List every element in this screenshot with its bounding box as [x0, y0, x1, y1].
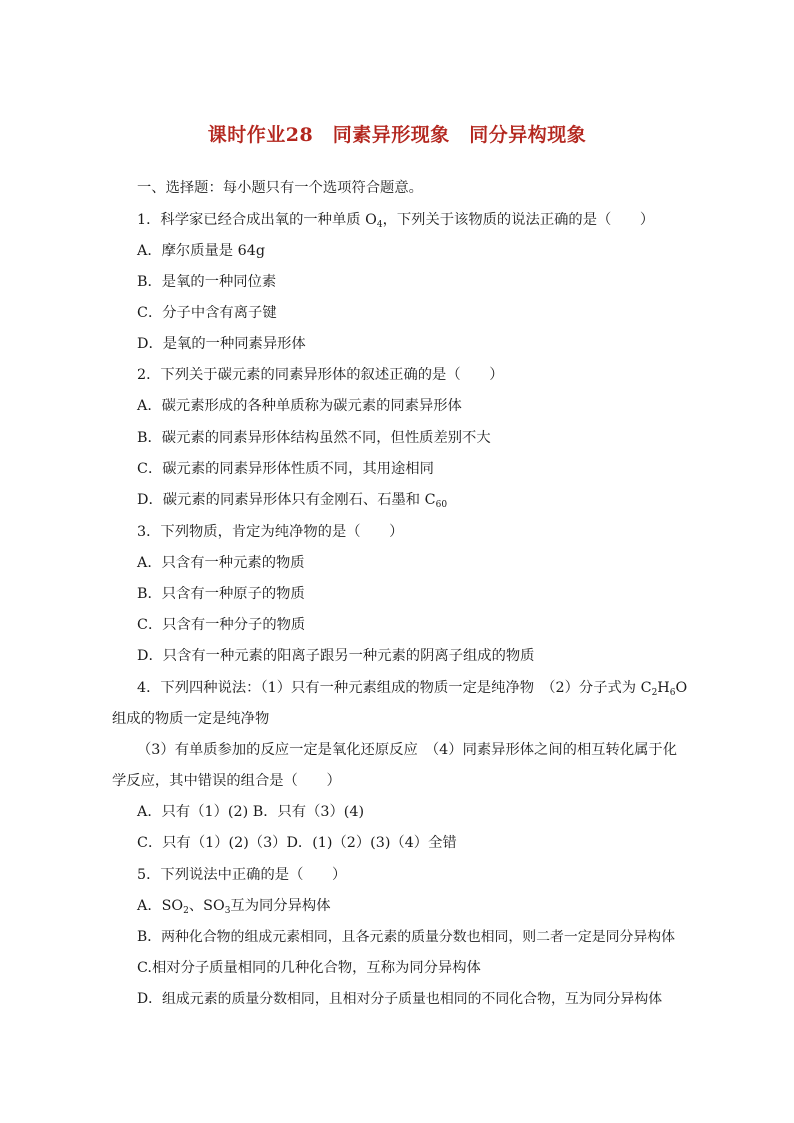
- question-4-stem-line-4: 学反应，其中错误的组合是（ ）: [112, 773, 341, 789]
- question-3-option-b: B．只含有一种原子的物质: [137, 586, 305, 602]
- question-3-stem: 3．下列物质，肯定为纯净物的是（ ）: [137, 524, 404, 540]
- question-4-stem-line-2: 组成的物质一定是纯净物: [112, 711, 270, 727]
- subscript: 4: [376, 220, 383, 230]
- question-4-options-ab: A．只有（1）(2) B．只有（3）(4): [137, 804, 365, 820]
- subscript: 2: [651, 688, 658, 698]
- question-1-stem-text: 1．科学家已经合成出氧的一种单质 O: [137, 212, 377, 228]
- question-4-stem-line-1: [137, 678, 687, 698]
- question-4-stem-line-3: （3）有单质参加的反应一定是氧化还原反应 （4）同素异形体之间的相互转化属于化: [137, 742, 678, 758]
- question-5-stem: 5．下列说法中正确的是（ ）: [137, 867, 347, 883]
- question-3-option-d: D．只含有一种元素的阳离子跟另一种元素的阴离子组成的物质: [137, 648, 535, 664]
- question-5-option-a-text: 、SO: [188, 898, 225, 914]
- question-1-option-c: C．分子中含有离子键: [137, 305, 277, 321]
- question-5-option-c: C.相对分子质量相同的几种化合物，互称为同分异构体: [137, 960, 481, 976]
- question-5-option-a: [137, 896, 331, 916]
- page-title: 课时作业28 同素异形现象 同分异构现象: [207, 124, 587, 146]
- question-1-stem: [137, 210, 654, 230]
- question-1-option-a: A．摩尔质量是 64g: [137, 243, 265, 259]
- question-4-options-cd: C．只有（1）(2)（3）D．(1)（2）(3)（4）全错: [137, 835, 457, 851]
- question-4-text: H: [657, 680, 670, 696]
- question-2-option-a: A．碳元素形成的各种单质称为碳元素的同素异形体: [137, 398, 462, 414]
- question-4-text: O: [675, 680, 688, 696]
- question-1-option-b: B．是氧的一种同位素: [137, 274, 277, 290]
- subscript: 6: [669, 688, 676, 698]
- question-2-option-b: B．碳元素的同素异形体结构虽然不同，但性质差别不大: [137, 430, 491, 446]
- question-1-option-d: D．是氧的一种同素异形体: [137, 336, 306, 352]
- subscript: 60: [435, 500, 448, 510]
- question-2-stem: 2．下列关于碳元素的同素异形体的叙述正确的是（ ）: [137, 367, 504, 383]
- question-1-stem-text: ，下列关于该物质的说法正确的是（ ）: [382, 212, 655, 228]
- question-2-option-d-text: D．碳元素的同素异形体只有金刚石、石墨和 C: [137, 492, 436, 508]
- question-5-option-a-text: A．SO: [137, 898, 184, 914]
- subscript: 2: [183, 906, 189, 916]
- question-4-text: 4．下列四种说法：（1）只有一种元素组成的物质一定是纯净物 （2）分子式为 C: [137, 680, 652, 696]
- question-2-option-d: [137, 490, 447, 510]
- question-5-option-a-text: 互为同分异构体: [230, 898, 331, 914]
- question-2-option-c: C．碳元素的同素异形体性质不同，其用途相同: [137, 461, 434, 477]
- question-5-option-d: D．组成元素的质量分数相同，且相对分子质量也相同的不同化合物，互为同分异构体: [137, 991, 663, 1007]
- subscript: 3: [224, 906, 231, 916]
- question-5-option-b: B．两种化合物的组成元素相同，且各元素的质量分数也相同，则二者一定是同分异构体: [137, 929, 676, 945]
- question-3-option-c: C．只含有一种分子的物质: [137, 617, 306, 633]
- question-3-option-a: A．只含有一种元素的物质: [137, 555, 305, 571]
- section-intro: 一、选择题：每小题只有一个选项符合题意。: [137, 180, 423, 196]
